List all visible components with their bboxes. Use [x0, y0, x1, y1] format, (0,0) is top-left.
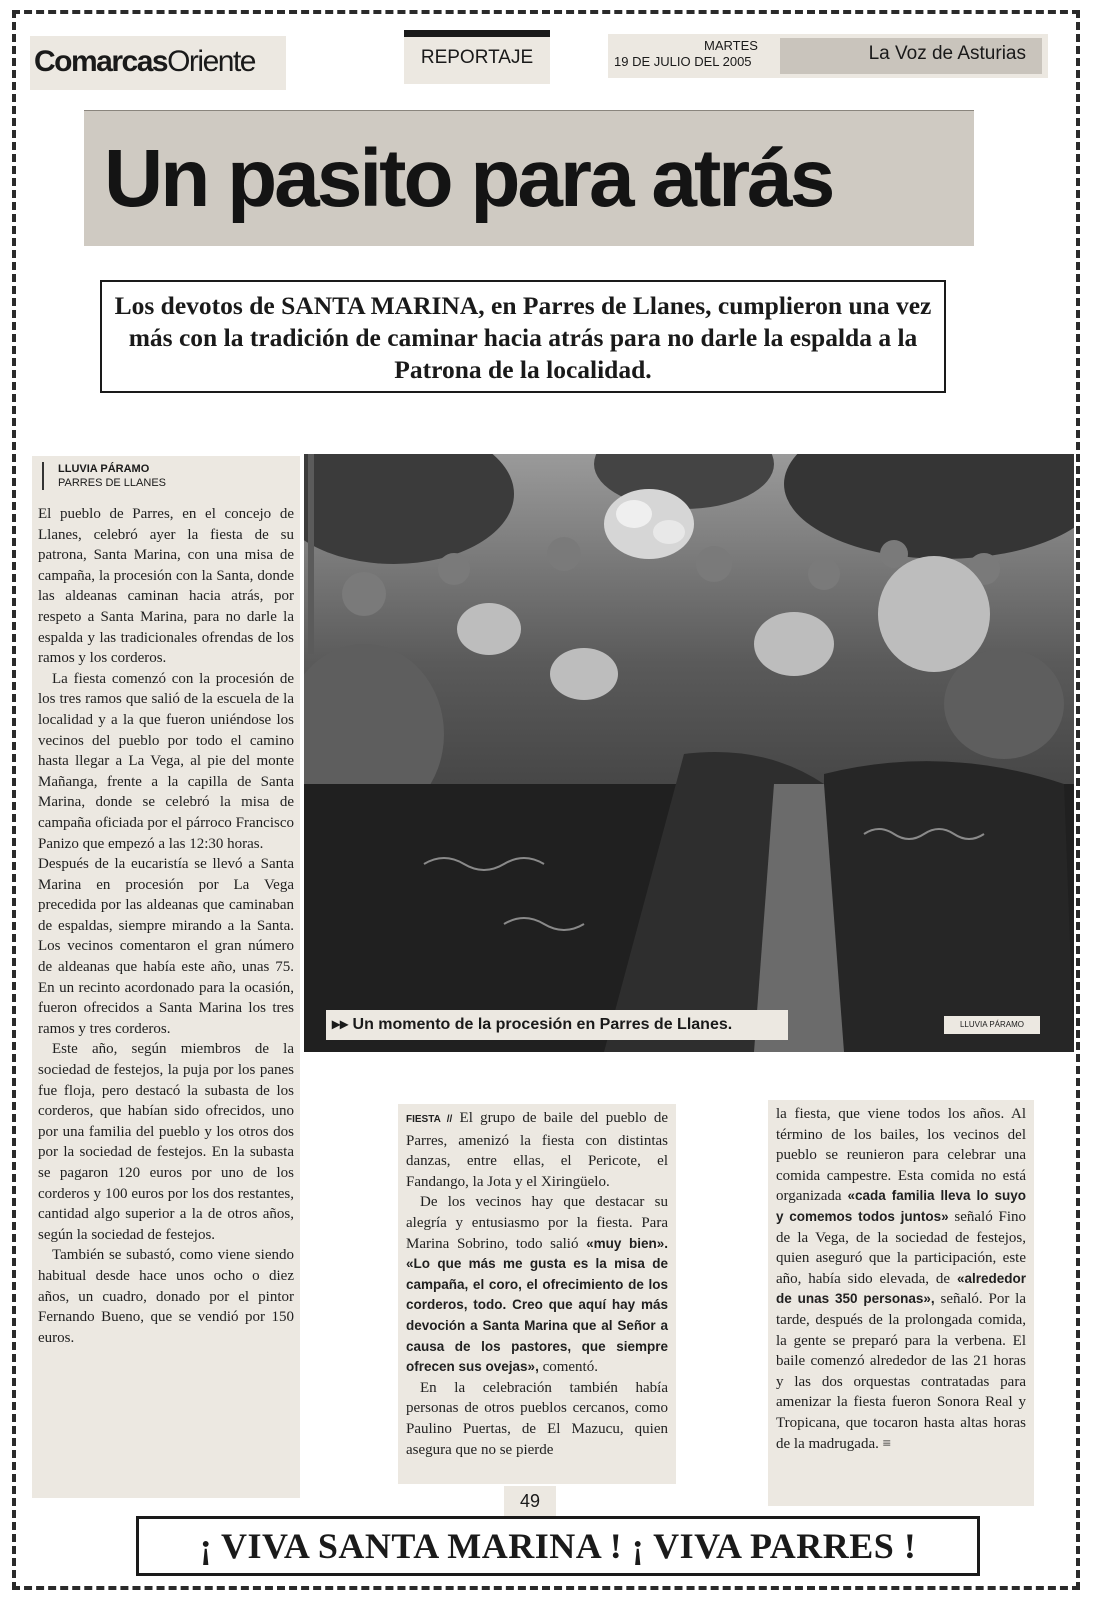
subtitle-box: Los devotos de SANTA MARINA, en Parres de Llanes, cumplieron una vez más con la tradición de caminar hacia atrás para no darle la espalda a la Patrona de la localidad.: [100, 280, 946, 393]
procession-photo: [304, 454, 1074, 1052]
photo-caption: [326, 1010, 788, 1040]
section-name: [30, 36, 286, 90]
paragraph: [776, 1104, 1026, 1454]
end-mark: ≡: [882, 1435, 892, 1452]
column-1-text: [38, 504, 294, 1348]
article-column-1: [32, 456, 300, 1498]
quote: «alrededor de unas 350 personas»,: [776, 1270, 1026, 1307]
caption-marker: ▸▸: [332, 1016, 349, 1033]
headline-box: [84, 110, 974, 246]
paragraph: [406, 1192, 668, 1377]
article-column-3: [768, 1100, 1034, 1506]
section-name-light: Oriente: [167, 45, 255, 78]
article-column-2: [398, 1104, 676, 1484]
paragraph: Este año, según miembros de la sociedad de festejos, la puja por los panes fue floja, pero destacó la subasta de los corderos, que habían sido ofrecidos, uno por una familia del pueblo y los otros dos por la sociedad de festejos. En la subasta se pagaron 120 euros por uno de los corderos y 100 euros por los dos restantes, cantidad algo superior a la de otros años, según la sociedad de festejos.: [38, 1041, 294, 1243]
photo-credit: LLUVIA PÁRAMO: [944, 1016, 1040, 1034]
publication-date: 19 DE JULIO DEL 2005: [614, 54, 752, 69]
paragraph-text: comentó.: [542, 1359, 598, 1376]
footer-banner: ¡ VIVA SANTA MARINA ! ¡ VIVA PARRES !: [136, 1516, 980, 1576]
paragraph: En la celebración también había personas de otros pueblos cercanos, como Paulino Puertas, de El Mazucu, quien asegura que no se pierde: [406, 1379, 668, 1458]
kicker: FIESTA //: [406, 1114, 453, 1125]
byline: [42, 462, 294, 490]
section-name-bold: Comarcas: [34, 45, 168, 78]
paragraph-text: la fiesta, que viene todos los años. Al término de los bailes, los vecinos del pueblo se reunieron para celebrar una comida campestre. Esta comida no está organizada: [776, 1106, 1026, 1205]
newspaper-name: La Voz de Asturias: [780, 38, 1042, 74]
section-label: REPORTAJE: [404, 30, 550, 84]
paragraph: La fiesta comenzó con la procesión de los tres ramos que salió de la escuela de la localidad y a la que fueron uniéndose los vecinos del pueblo por todo el camino hasta llegar a La Vega, al pie del monte Mañanga, frente a la capilla de Santa Marina, donde se celebró la misa de campaña oficiada por el párroco Francisco Panizo que empezó a las 12:30 horas.: [38, 670, 294, 852]
column-3-text: [776, 1104, 1026, 1454]
masthead-strip: [608, 34, 1048, 78]
quote: «muy bien».: [586, 1235, 668, 1251]
page-number: 49: [504, 1486, 556, 1516]
headline: Un pasito para atrás: [104, 133, 833, 224]
author-name: LLUVIA PÁRAMO: [58, 463, 150, 475]
paragraph: También se subastó, como viene siendo habitual desde hace unos ocho o diez años, un cuadro, donado por el pintor Fernando Bueno, que se vendió por 150 euros.: [38, 1247, 294, 1346]
paragraph: Después de la eucaristía se llevó a Santa Marina en procesión por La Vega precedida por las aldeanas que caminaban de espaldas, siempre mirando a la Santa. Los vecinos comentaron el gran número de aldeanas que había este año, unas 75. En un recinto acordonado para la ocasión, fueron ofrecidos a Santa Marina los tres ramos y tres corderos.: [38, 856, 294, 1037]
paragraph-text: señaló Fino de la Vega, de la sociedad de festejos, quien aseguró que la participación, este año, había sido elevada, de: [776, 1208, 1026, 1287]
paragraph-text: señaló. Por la tarde, después de la prolongada comida, la gente se preparó para la verbena. El baile comenzó alrededor de las 21 horas y las dos orquestas contratadas para amenizar la fiesta fueron Sonora Real y Tropicana, que tocaron hasta altas horas de la madrugada.: [776, 1291, 1027, 1452]
weekday: MARTES: [704, 38, 758, 53]
column-2-text: [406, 1108, 668, 1460]
quote: «Lo que más me gusta es la misa de campaña, el coro, el ofrecimiento de los corderos, todo. Creo que aquí hay más devoción a Santa Marina que al Señor a causa de los pastores, que siempre ofrecen sus ovejas»,: [406, 1256, 668, 1375]
byline-location: PARRES DE LLANES: [58, 477, 167, 489]
paragraph: [406, 1108, 668, 1192]
paragraph: El pueblo de Parres, en el concejo de Llanes, celebró ayer la fiesta de su patrona, Santa Marina, con una misa de campaña, la procesión con la Santa, donde las aldeanas caminan hacia atrás, por respeto a Santa Marina, para no darle la espalda y las tradicionales ofrendas de los ramos y los corderos.: [38, 506, 294, 667]
paragraph-text: El grupo de baile del pueblo de Parres, amenizó la fiesta con distintas danzas, entre ellas, el Pericote, el Fandango, la Jota y el Xiringüelo.: [406, 1110, 668, 1190]
caption-text: Un momento de la procesión en Parres de Llanes.: [352, 1016, 733, 1033]
quote: «cada familia lleva lo suyo y comemos todos juntos»: [776, 1188, 1026, 1224]
photo-image: [304, 454, 1074, 1052]
paragraph-text: De los vecinos hay que destacar su alegría y entusiasmo por la fiesta. Para Marina Sobrino, todo salió: [406, 1194, 668, 1252]
